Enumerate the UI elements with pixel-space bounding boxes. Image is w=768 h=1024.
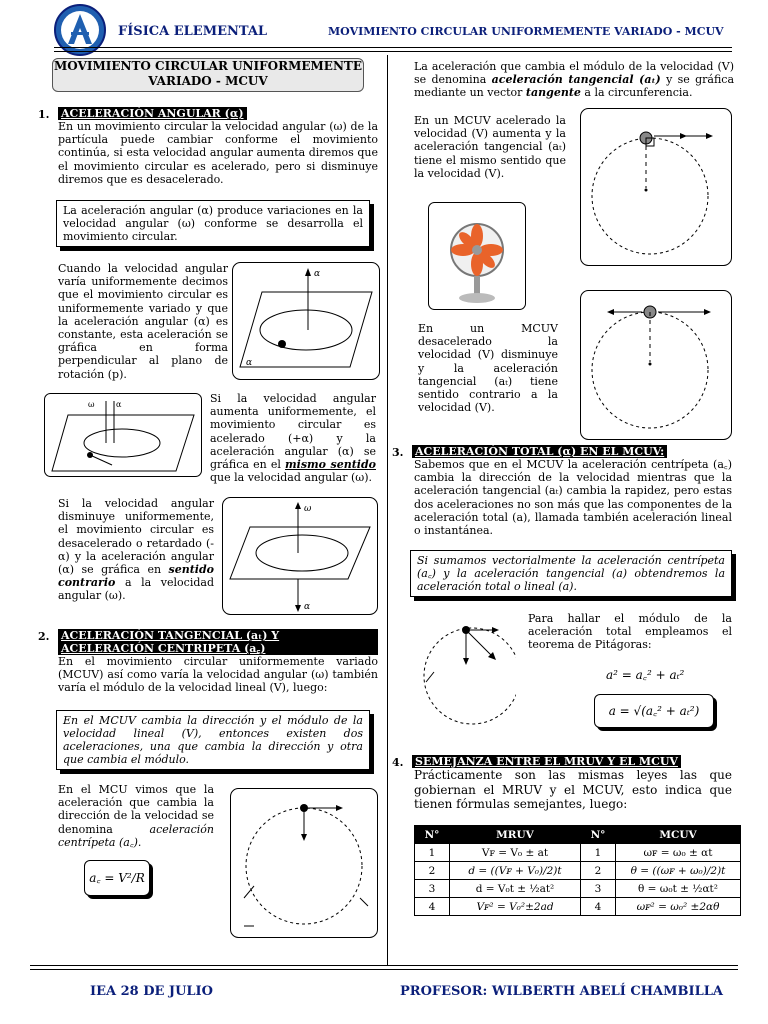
pitagoras-text: Para hallar el módulo de la aceleración total empleamos el teorema de Pitágoras:	[528, 612, 732, 652]
table-header-mcuv: MCUV	[616, 826, 741, 844]
footer-school: IEA 28 DE JULIO	[90, 984, 213, 999]
formula-pitagoras: a² = a꜀² + aₜ²	[606, 668, 685, 682]
table-header-n2: N°	[581, 826, 616, 844]
mcuv-acelerado-text: En un MCUV acelerado la velocidad (V) aumenta y la aceleración tangencial (aₜ) tiene el mismo sentido que la velocidad (V).	[414, 114, 566, 180]
sec3-number: 3.	[392, 446, 404, 459]
circle-diagram-accelerated	[580, 108, 732, 266]
svg-text:α: α	[314, 269, 321, 279]
column-divider	[387, 55, 388, 965]
table-row: 3 d = V₀t ± ½at² 3 θ = ω₀t ± ½αt²	[415, 880, 741, 898]
sec1-same-direction-text: Si la velocidad angular aumenta uniformemente, el movimiento circular es acelerado (+α) y la aceleración angular (α) se gráfica en el mismo sentido que la velocidad angular (ω).	[210, 392, 376, 485]
table-row: 4 Vꜰ² = V₀²±2ad 4 ωꜰ² = ω₀² ±2αθ	[415, 898, 741, 916]
sec2-centripeta-text: En el MCU vimos que la aceleración que cambia la dirección de la velocidad se denomina aceleración centrípeta (a꜀).	[58, 783, 214, 849]
circle-diagram-total	[416, 612, 516, 730]
sec1-heading: ACELERACIÓN ANGULAR (α)	[58, 107, 247, 120]
sec1-intro: En un movimiento circular la velocidad angular (ω) de la partícula puede cambiar conforme el movimiento continúa, si esta velocidad angular aumenta diremos que el movimiento circular es acelerado, pero si disminuye diremos que es desacelerado.	[58, 120, 378, 186]
tangencial-text: La aceleración que cambia el módulo de la velocidad (V) se denomina aceleración tangencial (aₜ) y se gráfica mediante un vector tangente a la circunferencia.	[414, 60, 734, 100]
svg-text:ω: ω	[304, 504, 312, 514]
svg-text:ω: ω	[88, 400, 95, 409]
svg-text:α: α	[304, 602, 311, 612]
mcuv-desacelerado-text: En un MCUV desacelerado la velocidad (V) disminuye y la aceleración tangencial (aₜ) tiene sentido contrario a la velocidad (V).	[418, 322, 558, 415]
sec2-box: En el MCUV cambia la dirección y el módulo de la velocidad lineal (V), entonces existen dos aceleraciones, una que cambia la dirección y otra que cambia el módulo.	[56, 710, 370, 770]
sec3-box: Si sumamos vectorialmente la aceleración centrípeta (a꜀) y la aceleración tangencial (a) obtendremos la aceleración total o lineal (a).	[410, 550, 732, 597]
plane-diagram-3	[222, 497, 378, 615]
header-rule	[54, 47, 732, 52]
sec4-number: 4.	[392, 756, 404, 769]
sec2-number: 2.	[38, 630, 50, 643]
footer-rule	[30, 965, 738, 970]
formula-centripeta: a꜀ = V²/R	[84, 860, 150, 896]
sec2-intro: En el movimiento circular uniformemente variado (MCUV) así como varía la velocidad angular (ω) también varía el módulo de la velocidad lineal (V), luego:	[58, 655, 378, 695]
table-header-mruv: MRUV	[450, 826, 581, 844]
fan-image	[428, 202, 526, 310]
sec1-number: 1.	[38, 108, 50, 121]
sec1-box: La aceleración angular (α) produce variaciones en la velocidad angular (ω) conforme se desarrolla el movimiento circular.	[56, 200, 370, 247]
plane-diagram-2	[44, 393, 202, 477]
sec3-heading: ACELERACIÓN TOTAL (α) EN EL MCUV:	[412, 445, 667, 458]
header-right-title: MOVIMIENTO CIRCULAR UNIFORMEMENTE VARIADO - MCUV	[328, 25, 724, 38]
sec2-heading: ACELERACIÓN TANGENCIAL (aₜ) Y ACELERACIÓN CENTRIPETA (a꜀)	[58, 629, 378, 655]
table-header-n1: N°	[415, 826, 450, 844]
svg-text:α: α	[116, 400, 122, 409]
comparison-table	[414, 825, 741, 916]
sec1-contrary-direction-text: Si la velocidad angular disminuye uniformemente, el movimiento circular es desacelerado o retardado (-α) y la aceleración angular (α) se gráfica en sentido contrario a la velocidad angular (ω).	[58, 497, 214, 603]
svg-text:α: α	[246, 358, 253, 368]
sec4-intro: Prácticamente son las mismas leyes las que gobiernan el MRUV y el MCUV, esto indica que tienen fórmulas semejantes, luego:	[414, 768, 732, 811]
sec3-intro: Sabemos que en el MCUV la aceleración centrípeta (a꜀) cambia la dirección de la velocidad mientras que la aceleración tangencial (aₜ) cambia la rapidez, pero estas dos aceleraciones no son más que las componentes de la aceleración total (a), llamada también aceleración lineal o instantánea.	[414, 458, 732, 538]
table-row: 2 d = ((Vꜰ + V₀)/2)t 2 θ = ((ωꜰ + ω₀)/2)t	[415, 862, 741, 880]
circle-diagram-decelerated	[580, 290, 732, 440]
circle-diagram-centripeta	[230, 788, 378, 938]
main-title: MOVIMIENTO CIRCULAR UNIFORMEMENTE VARIADO - MCUV	[52, 58, 364, 92]
table-row: 1 Vꜰ = V₀ ± at 1 ωꜰ = ω₀ ± αt	[415, 844, 741, 862]
plane-diagram-1	[232, 262, 380, 380]
sec1-perpendicular-text: Cuando la velocidad angular varía uniformemente decimos que el movimiento circular es uniformemente variado y que la aceleración angular (α) es constante, esta aceleración se gráfica en forma perpendicular al plano de rotación (p).	[58, 262, 228, 381]
sec4-heading: SEMEJANZA ENTRE EL MRUV Y EL MCUV	[412, 755, 681, 768]
header-left-title: FÍSICA ELEMENTAL	[118, 24, 268, 39]
formula-total-acceleration: a = √(a꜀² + aₜ²)	[594, 694, 714, 728]
footer-teacher: PROFESOR: WILBERTH ABELÍ CHAMBILLA	[400, 984, 723, 999]
